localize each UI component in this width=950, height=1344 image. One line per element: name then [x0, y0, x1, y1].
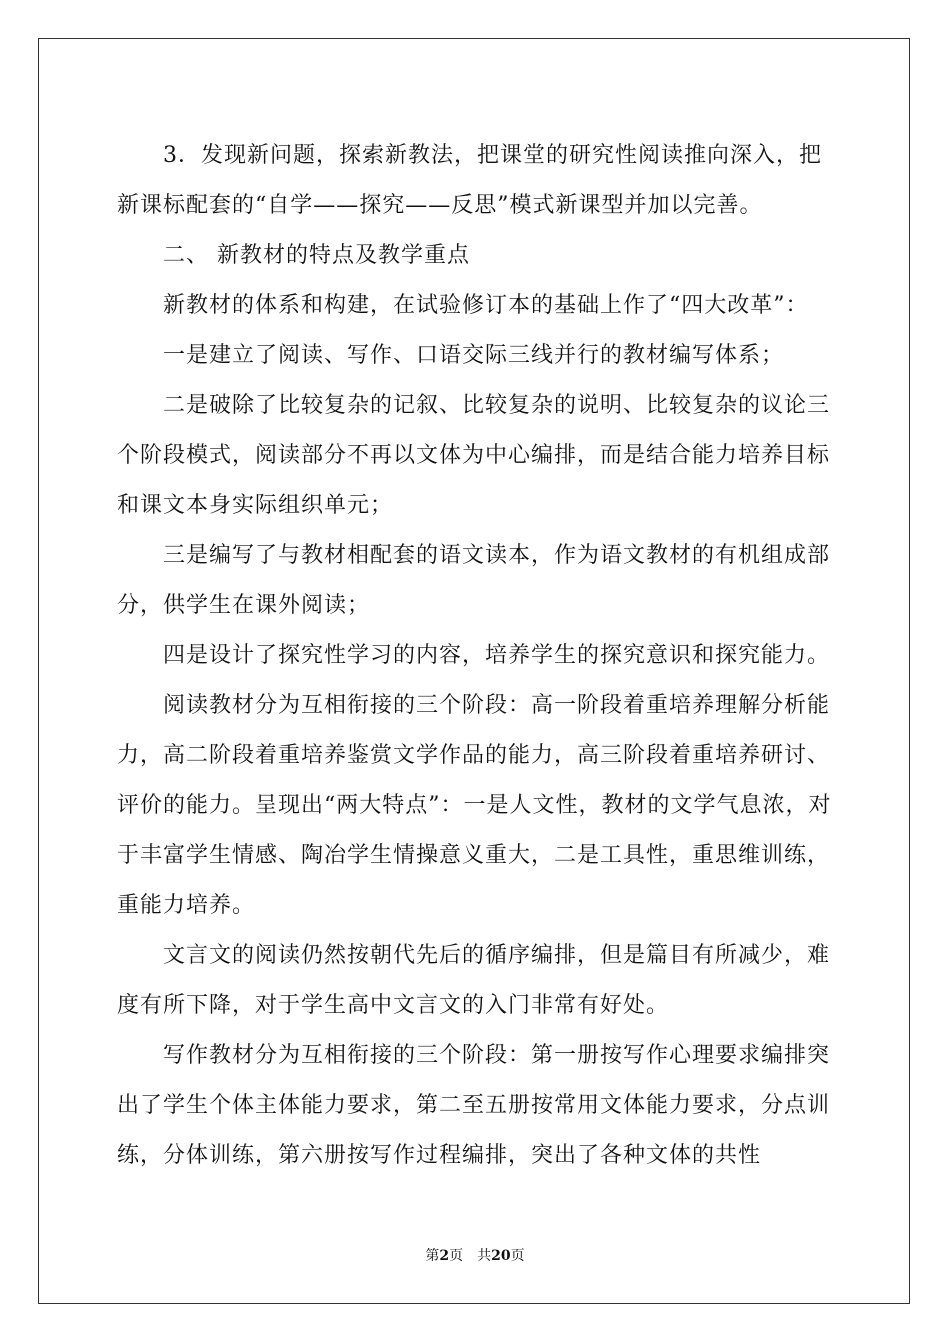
section-heading: 二、 新教材的特点及教学重点	[163, 243, 470, 268]
page-footer	[0, 1246, 950, 1266]
paragraph-4: 二是破除了比较复杂的记叙、比较复杂的说明、比较复杂的议论三个阶段模式，阅读部分不再以文体为中心编排，而是结合能力培养目标和课文本身实际组织单元；	[117, 393, 831, 518]
paragraph-2: 新教材的体系和构建，在试验修订本的基础上作了“四大改革”：	[163, 293, 809, 318]
paragraph-1: 3．发现新问题，探索新教法，把课堂的研究性阅读推向深入，把新课标配套的“自学——探究——反思”模式新课型并加以完善。	[117, 143, 822, 218]
footer-page-total: 20	[491, 1248, 511, 1264]
footer-mid: 页 共	[449, 1248, 492, 1264]
paragraph-8: 文言文的阅读仍然按朝代先后的循序编排，但是篇目有所减少，难度有所下降，对于学生高中文言文的入门非常有好处。	[117, 943, 831, 1018]
paragraph-3: 一是建立了阅读、写作、口语交际三线并行的教材编写体系；	[163, 343, 785, 368]
paragraph-6: 四是设计了探究性学习的内容，培养学生的探究意识和探究能力。	[163, 643, 831, 668]
paragraph-7: 阅读教材分为互相衔接的三个阶段：高一阶段着重培养理解分析能力，高二阶段着重培养鉴赏文学作品的能力，高三阶段着重培养研讨、评价的能力。呈现出“两大特点”：一是人文性，教材的文学气息浓，对于丰富学生情感、陶冶学生情操意义重大，二是工具性，重思维训练，重能力培养。	[117, 693, 832, 918]
document-body	[117, 131, 837, 1181]
paragraph-9: 写作教材分为互相衔接的三个阶段：第一册按写作心理要求编排突出了学生个体主体能力要求，第二至五册按常用文体能力要求，分点训练，分体训练，第六册按写作过程编排，突出了各种文体的共性	[117, 1043, 831, 1168]
footer-suffix: 页	[510, 1248, 525, 1264]
paragraph-5: 三是编写了与教材相配套的语文读本，作为语文教材的有机组成部分，供学生在课外阅读；	[117, 543, 831, 618]
footer-prefix: 第	[425, 1248, 440, 1264]
footer-page-current: 2	[439, 1248, 450, 1264]
